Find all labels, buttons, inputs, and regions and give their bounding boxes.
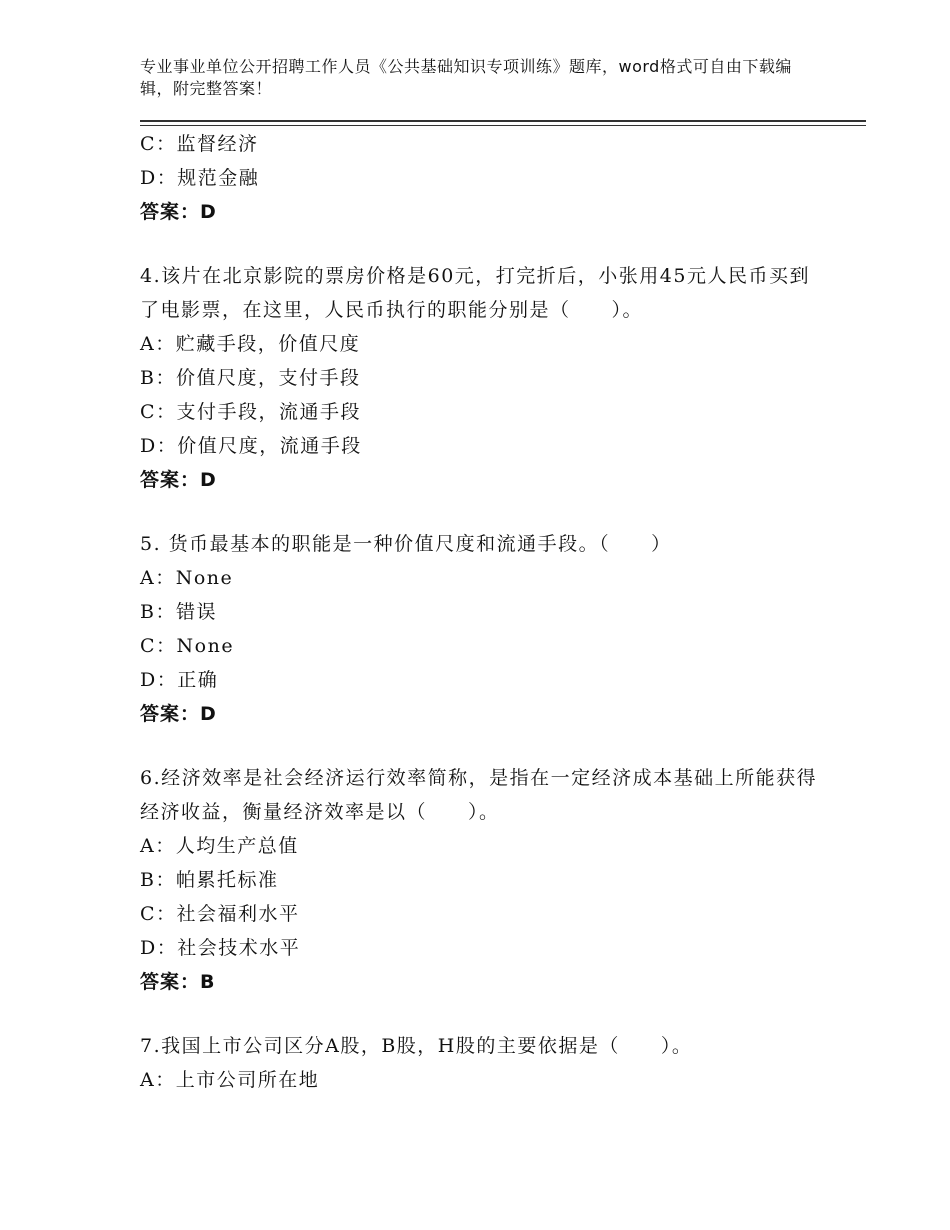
option-b: B：错误 (140, 601, 217, 623)
question-list (140, 127, 830, 1097)
question-stem: 4.该片在北京影院的票房价格是60元，打完折后，小张用45元人民币买到了电影票，在这里，人民币执行的职能分别是（ ）。 (140, 265, 810, 321)
option-a: A：上市公司所在地 (140, 1069, 320, 1091)
question-block (140, 127, 830, 229)
option-d: D：规范金融 (140, 167, 260, 189)
option-c: C：支付手段，流通手段 (140, 401, 362, 423)
option-c: C：社会福利水平 (140, 903, 300, 925)
header-rule (140, 120, 866, 122)
option-d: D：正确 (140, 669, 219, 691)
question-block (140, 259, 830, 497)
question-stem: 6.经济效率是社会经济运行效率简称，是指在一定经济成本基础上所能获得经济收益，衡量经济效率是以（ ）。 (140, 767, 818, 823)
option-b: B：帕累托标准 (140, 869, 279, 891)
option-c: C：监督经济 (140, 133, 259, 155)
answer-line: 答案：D (140, 201, 217, 223)
document-header: 专业事业单位公开招聘工作人员《公共基础知识专项训练》题库，word格式可自由下载编辑，附完整答案！ (140, 57, 792, 98)
option-a: A：人均生产总值 (140, 835, 299, 857)
question-block (140, 761, 830, 999)
option-a: A：None (140, 567, 234, 589)
option-d: D：社会技术水平 (140, 937, 301, 959)
question-stem: 7.我国上市公司区分A股，B股，H股的主要依据是（ ）。 (140, 1035, 693, 1057)
answer-line: 答案：D (140, 469, 217, 491)
option-a: A：贮藏手段，价值尺度 (140, 333, 361, 355)
question-stem: 5. 货币最基本的职能是一种价值尺度和流通手段。（ ） (140, 533, 672, 555)
question-block (140, 527, 830, 731)
question-block (140, 1029, 830, 1097)
answer-line: 答案：D (140, 703, 217, 725)
option-c: C：None (140, 635, 235, 657)
option-b: B：价值尺度，支付手段 (140, 367, 361, 389)
answer-line: 答案：B (140, 971, 216, 993)
header-rule-thin (140, 125, 866, 126)
option-d: D：价值尺度，流通手段 (140, 435, 362, 457)
